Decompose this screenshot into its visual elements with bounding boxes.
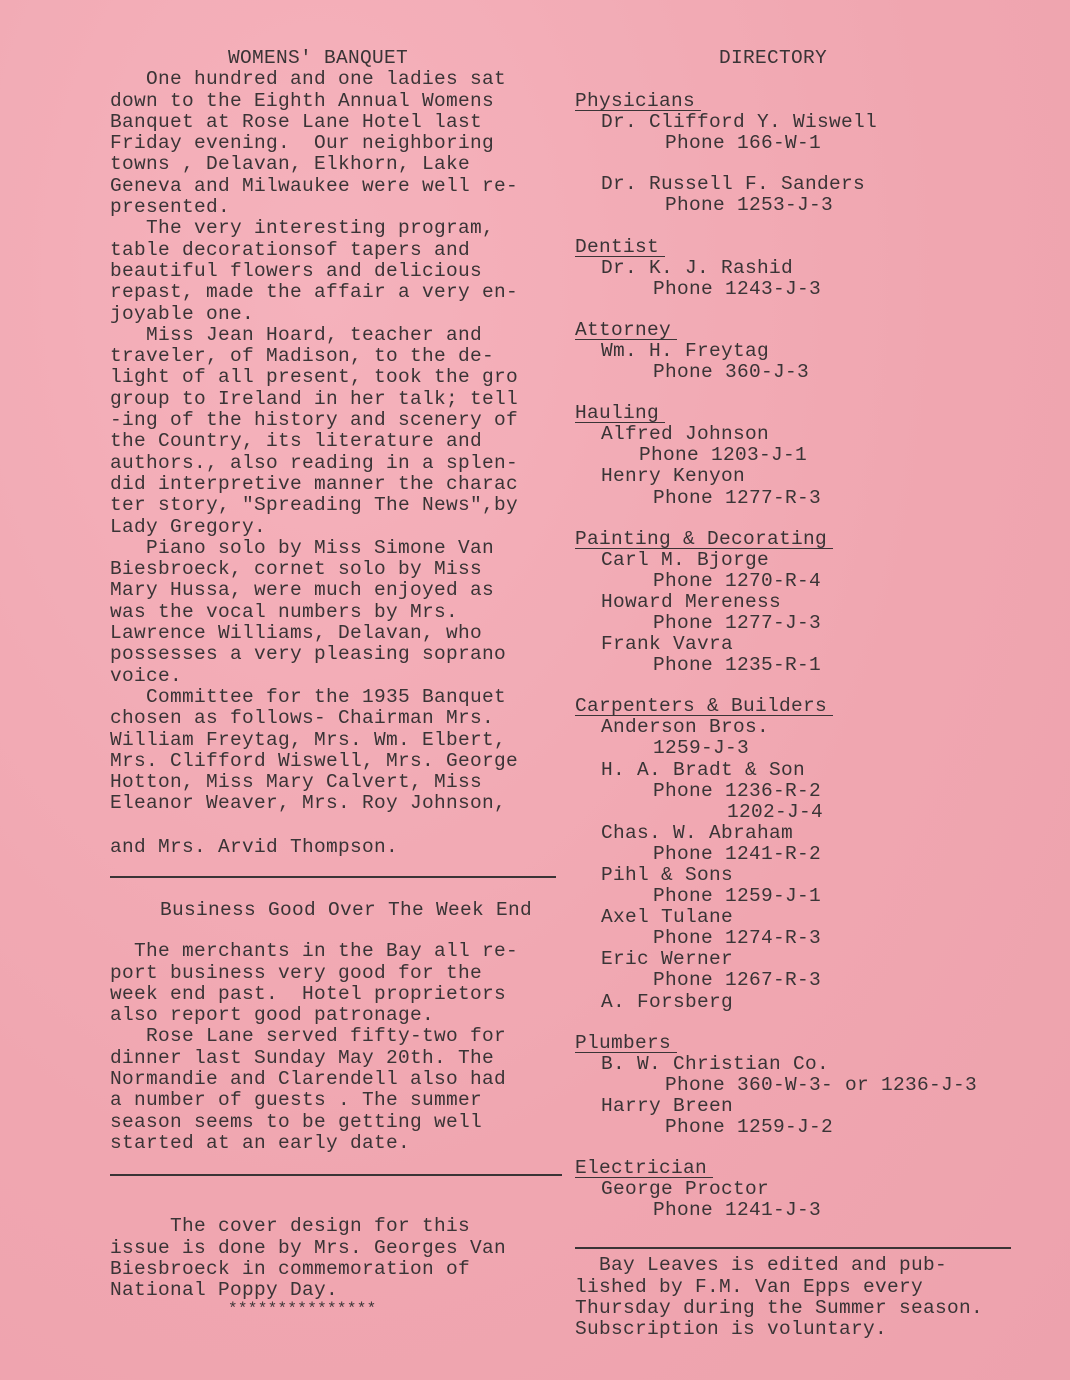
directory-entry-name: Axel Tulane	[601, 906, 734, 929]
article-line: Piano solo by Miss Simone Van	[110, 536, 495, 559]
directory-entry-phone: Phone 1274-R-3	[653, 927, 822, 950]
article-line: Biesbroeck in commemoration of	[110, 1257, 471, 1280]
directory-heading	[575, 1158, 1035, 1179]
banquet-article	[110, 69, 570, 814]
article-line: towns , Delavan, Elkhorn, Lake	[110, 153, 471, 176]
directory-entry-name: Carl M. Bjorge	[601, 548, 770, 571]
article-line: The very interesting program,	[110, 217, 495, 240]
article-line: started at an early date.	[110, 1131, 411, 1154]
article-line: Mrs. Clifford Wiswell, Mrs. George	[110, 749, 519, 772]
directory-entry-name: A. Forsberg	[601, 990, 734, 1013]
directory-entry-name: Anderson Bros.	[601, 716, 770, 739]
directory-entry-name: Wm. H. Freytag	[601, 339, 770, 362]
directory-heading	[575, 403, 1035, 424]
article-line: The cover design for this	[110, 1215, 471, 1238]
article-line: Lawrence Williams, Delavan, who	[110, 622, 483, 645]
directory-entry-phone: Phone 1277-J-3	[653, 611, 822, 634]
article-line: traveler, of Madison, to the de-	[110, 345, 495, 368]
article-line: possesses a very pleasing soprano	[110, 643, 507, 666]
article-line: chosen as follows- Chairman Mrs.	[110, 707, 495, 730]
directory-entry-phone: Phone 1267-R-3	[653, 969, 822, 992]
directory-heading	[575, 1033, 1035, 1054]
directory-heading	[575, 696, 1035, 717]
directory-list	[575, 91, 1035, 1241]
article-line: repast, made the affair a very en-	[110, 281, 519, 304]
directory-entry-phone: Phone 1243-J-3	[653, 277, 822, 300]
article-line: week end past. Hotel proprietors	[110, 982, 507, 1005]
article-line: down to the Eighth Annual Womens	[110, 89, 495, 112]
article-line: One hundred and one ladies sat	[110, 68, 507, 91]
article-line: Committee for the 1935 Banquet	[110, 685, 507, 708]
article-line: joyable one.	[110, 302, 255, 325]
article-line: season seems to be getting well	[110, 1110, 483, 1133]
directory-title: DIRECTORY	[719, 47, 828, 69]
article-line: dinner last Sunday May 20th. The	[110, 1046, 495, 1069]
article-line: was the vocal numbers by Mrs.	[110, 600, 459, 623]
directory-entry-name: Howard Mereness	[601, 590, 782, 613]
directory-entry-name: Dr. Russell F. Sanders	[601, 173, 866, 196]
article-line: a number of guests . The summer	[110, 1089, 483, 1112]
directory-heading-label: Physicians	[575, 92, 701, 111]
directory-entry-name: Dr. K. J. Rashid	[601, 256, 794, 279]
article-line: beautiful flowers and delicious	[110, 259, 483, 282]
article-line: Rose Lane served fifty-two for	[110, 1025, 507, 1048]
directory-heading	[575, 91, 1035, 112]
article-line: The merchants in the Bay all re-	[110, 940, 519, 963]
article-line: -ing of the history and scenery of	[110, 409, 519, 432]
directory-entry-phone: Phone 1241-J-3	[653, 1199, 822, 1222]
directory-entry-name: Eric Werner	[601, 948, 734, 971]
directory-entry-phone: Phone 1259-J-1	[653, 885, 822, 908]
directory-heading-label: Electrician	[575, 1159, 713, 1178]
article-line: Normandie and Clarendell also had	[110, 1068, 507, 1091]
article-line: the Country, its literature and	[110, 430, 483, 453]
article-line: light of all present, took the gro	[110, 366, 519, 389]
directory-entry-name: Chas. W. Abraham	[601, 821, 794, 844]
directory-entry-name: Alfred Johnson	[601, 423, 770, 446]
article-line: Lady Gregory.	[110, 515, 267, 538]
directory-entry-name: Dr. Clifford Y. Wiswell	[601, 111, 878, 134]
article-line: Geneva and Milwaukee were well re-	[110, 174, 519, 197]
article-line: port business very good for the	[110, 961, 483, 984]
directory-entry-phone: Phone 1241-R-2	[653, 842, 822, 865]
article-line: also report good patronage.	[110, 1004, 435, 1027]
directory-entry-phone: Phone 360-W-3- or 1236-J-3	[665, 1073, 978, 1096]
banquet-closing: and Mrs. Arvid Thompson.	[110, 835, 399, 858]
business-article	[110, 941, 570, 1154]
directory-heading-label: Painting & Decorating	[575, 530, 833, 549]
cover-note	[110, 1216, 570, 1301]
directory-heading-label: Plumbers	[575, 1034, 677, 1053]
directory-heading-label: Carpenters & Builders	[575, 697, 833, 716]
directory-entry-name: Henry Kenyon	[601, 465, 746, 488]
article-line: Biesbroeck, cornet solo by Miss	[110, 558, 483, 581]
article-line: group to Ireland in her talk; tell	[110, 387, 519, 410]
article-line: Eleanor Weaver, Mrs. Roy Johnson,	[110, 792, 507, 815]
directory-heading	[575, 237, 1035, 258]
colophon-line: Bay Leaves is edited and pub-	[575, 1254, 948, 1277]
directory-entry-phone: Phone 1270-R-4	[653, 569, 822, 592]
article-line: authors., also reading in a splen-	[110, 451, 519, 474]
article-line: William Freytag, Mrs. Wm. Elbert,	[110, 728, 507, 751]
article-line: Mary Hussa, were much enjoyed as	[110, 579, 495, 602]
directory-entry-phone: Phone 1236-R-2	[653, 779, 822, 802]
article-line: Banquet at Rose Lane Hotel last	[110, 110, 483, 133]
directory-entry-phone: Phone 1259-J-2	[665, 1116, 834, 1139]
article-line: did interpretive manner the charac	[110, 472, 519, 495]
directory-entry-phone: Phone 1277-R-3	[653, 486, 822, 509]
article-line: presented.	[110, 196, 231, 219]
directory-entry-name: B. W. Christian Co.	[601, 1052, 830, 1075]
article-line: table decorationsof tapers and	[110, 238, 471, 261]
directory-entry-phone: Phone 1203-J-1	[639, 444, 808, 467]
article-line: Hotton, Miss Mary Calvert, Miss	[110, 771, 483, 794]
article-line: voice.	[110, 664, 183, 687]
colophon	[575, 1247, 1011, 1339]
right-column	[575, 48, 1035, 1340]
article-line: Miss Jean Hoard, teacher and	[110, 323, 483, 346]
directory-entry-name: George Proctor	[601, 1178, 770, 1201]
directory-entry-phone: Phone 1253-J-3	[665, 194, 834, 217]
directory-entry-name: Harry Breen	[601, 1094, 734, 1117]
article-line: Friday evening. Our neighboring	[110, 132, 495, 155]
colophon-line: Thursday during the Summer season.	[575, 1296, 984, 1319]
directory-heading-label: Hauling	[575, 404, 665, 423]
colophon-line: Subscription is voluntary.	[575, 1317, 888, 1340]
directory-heading-label: Attorney	[575, 321, 677, 340]
directory-entry-name: Frank Vavra	[601, 633, 734, 656]
directory-heading-label: Dentist	[575, 238, 665, 257]
directory-entry-phone: Phone 360-J-3	[653, 361, 810, 384]
directory-entry-phone: Phone 1235-R-1	[653, 654, 822, 677]
article-line: ter story, "Spreading The News",by	[110, 494, 519, 517]
left-column	[110, 48, 570, 1317]
article-line: issue is done by Mrs. Georges Van	[110, 1236, 507, 1259]
directory-entry-phone: Phone 166-W-1	[665, 132, 822, 155]
article-line: National Poppy Day.	[110, 1279, 339, 1302]
directory-heading	[575, 320, 1035, 341]
colophon-line: lished by F.M. Van Epps every	[575, 1275, 924, 1298]
directory-entry-phone: 1259-J-3	[653, 737, 750, 760]
stars-divider: ***************	[228, 1300, 377, 1319]
directory-entry-name: H. A. Bradt & Son	[601, 758, 806, 781]
business-title: Business Good Over The Week End	[160, 898, 533, 921]
directory-heading	[575, 529, 1035, 550]
directory-entry-phone: 1202-J-4	[727, 800, 824, 823]
banquet-title: WOMENS' BANQUET	[228, 47, 409, 69]
directory-entry-name: Pihl & Sons	[601, 864, 734, 886]
